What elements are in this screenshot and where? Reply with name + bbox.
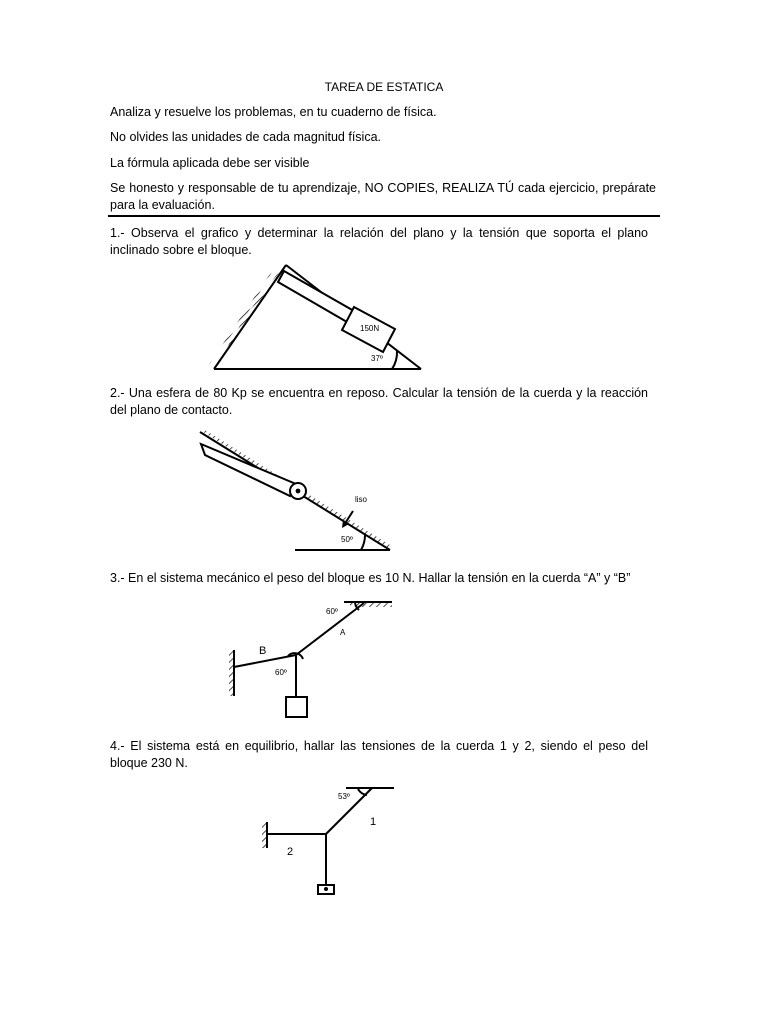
wall-hatching [208,262,284,369]
rope-bar [278,271,354,322]
angle-arc [361,535,365,550]
sphere-center [296,489,301,494]
rope-b-label: B [259,645,267,657]
diagram-1 [208,262,421,369]
angle-label: 37º [371,354,383,363]
block [286,697,307,717]
problem-2-text: 2.- Una esfera de 80 Kp se encuentra en reposo. Calcular la tensión de la cuerda y la reacción del plano de contacto. [110,386,648,417]
instruction-2: No olvides las unidades de cada magnitud física. [110,130,381,144]
rope-bar [201,444,296,496]
surface-label: liso [355,495,368,504]
rope-1-label: 1 [370,816,377,828]
rope-2-label: 2 [287,846,294,858]
problem-3-text: 3.- En el sistema mecánico el peso del bloque es 10 N. Hallar la tensión en la cuerda “A” y “B” [110,571,631,585]
angle-label: 53º [338,792,350,801]
diagram-2 [200,430,390,550]
angle-label: 50º [341,535,353,544]
inclined-wall [214,265,286,369]
wall-hatching [262,822,266,848]
block-label: 150N [360,324,380,333]
document-title: TAREA DE ESTATICA [324,80,444,94]
instruction-1: Analiza y resuelve los problemas, en tu cuaderno de física. [110,105,437,119]
angle-arc [392,351,397,369]
rope-a-label: A [340,628,346,637]
problem-4-text: 4.- El sistema está en equilibrio, hallar las tensiones de la cuerda 1 y 2, siendo el peso del bloque 230 N. [110,739,648,770]
angle-top-label: 60º [326,607,338,616]
instruction-4: Se honesto y responsable de tu aprendizaje, NO COPIES, REALIZA TÚ cada ejercicio, prepárate para la evaluación. [110,181,656,212]
angle-arc [358,789,367,795]
block-dot [324,887,328,891]
diagram-3 [229,602,392,717]
diagram-4 [262,788,394,894]
problem-1-text: 1.- Observa el grafico y determinar la relación del plano y la tensión que soporta el plano inclinado sobre el bloque. [110,226,648,257]
instruction-3: La fórmula aplicada debe ser visible [110,156,310,170]
angle-bottom-label: 60º [275,668,287,677]
